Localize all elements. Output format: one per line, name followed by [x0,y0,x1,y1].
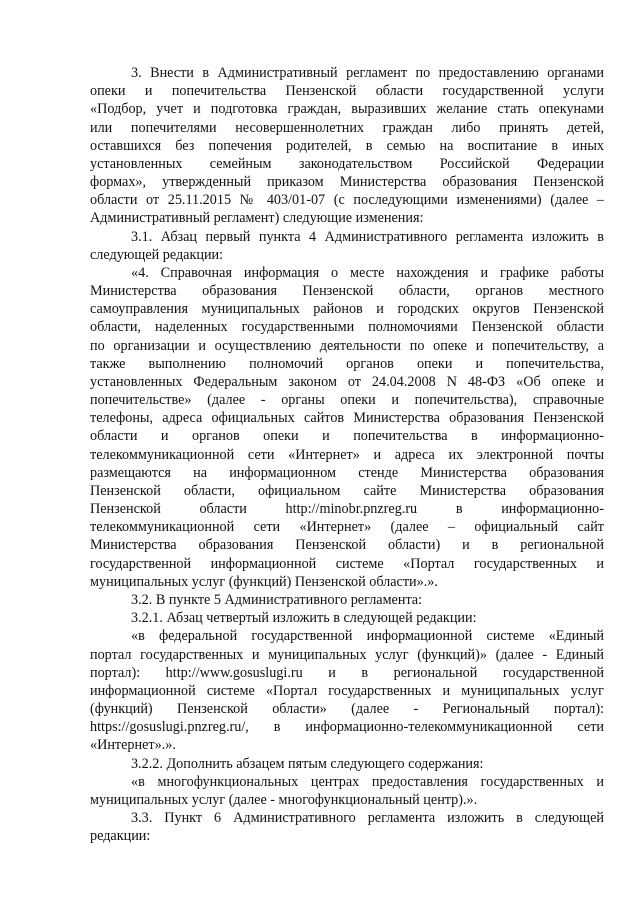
text-line: области, наделенных государственными полномочиями Пензенской области [90,319,604,336]
text-line: 3.2. В пункте 5 Административного регламента: [131,591,423,608]
text-line: попечительстве» (далее - органы опеки и попечительства), справочные [90,392,604,409]
text-line: области от 25.11.2015 № 403/01-07 (с последующими изменениями) (далее – [90,192,604,209]
text-line: формах», утвержденный приказом Министерства образования Пензенской [90,174,604,191]
text-line: муниципальных услуг (функций) Пензенской области».». [90,573,438,590]
text-line: портал): http://www.gosuslugi.ru и в региональной государственной [90,664,604,681]
text-line: информационной системе «Портал государственных и муниципальных услуг [90,682,604,699]
text-line: оставшихся без попечения родителей, в семью на воспитание в иных [90,137,604,154]
text-line: 3.2.2. Дополнить абзацем пятым следующего содержания: [131,755,484,772]
text-line: телекоммуникационной сети «Интернет» (далее – официальный сайт [90,519,604,536]
document-body [90,64,604,845]
text-line: опеки и попечительства Пензенской области государственной услуги [90,83,604,100]
text-line: Пензенской области, официальном сайте Министерства образования [90,482,604,499]
text-line: 3.2.1. Абзац четвертый изложить в следующей редакции: [131,610,477,627]
text-line: Министерства образования Пензенской области, органов местного [90,283,604,300]
text-line: телекоммуникационной сети «Интернет» и адреса их электронной почты [90,446,604,463]
text-line: (функций) Пензенской области» (далее - Региональный портал): [90,701,604,718]
text-line: или попечителями несовершеннолетних граждан либо принять детей, [90,119,604,136]
text-line: «в многофункциональных центрах предоставления государственных и [131,773,604,790]
text-line: 3.3. Пункт 6 Административного регламента изложить в следующей [131,810,604,827]
text-line: также выполнению полномочий органов опеки и попечительства, [90,355,604,372]
text-line: «4. Справочная информация о месте нахождения и графике работы [131,264,604,281]
text-line: Министерства образования Пензенской области) и в региональной [90,537,604,554]
text-line: портал государственных и муниципальных услуг (функций)» (далее - Единый [90,646,604,663]
text-line: редакции: [90,828,151,845]
text-line: телефоны, адреса официальных сайтов Министерства образования Пензенской [90,410,604,427]
text-line: 3. Внести в Административный регламент по предоставлению органами [131,65,604,81]
text-line: муниципальных услуг (далее - многофункциональный центр).». [90,791,478,808]
text-line: Пензенской области http://minobr.pnzreg.ru в информационно- [90,501,604,518]
text-line: размещаются на информационном стенде Министерства образования [90,464,604,481]
text-line: установленных Федеральным законом от 24.04.2008 N 48-ФЗ «Об опеке и [90,373,604,390]
text-line: «Интернет».». [90,737,176,754]
text-line: https://gosuslugi.pnzreg.ru/, в информационно-телекоммуникационной сети [90,719,604,736]
text-line: 3.1. Абзац первый пункта 4 Административного регламента изложить в [131,228,604,245]
text-line: «Подбор, учет и подготовка граждан, выразивших желание стать опекунами [90,101,604,118]
text-line: «в федеральной государственной информационной системе «Единый [131,628,604,645]
text-line: государственной информационной системе «Портал государственных и [90,555,604,572]
text-line: по организации и осуществлению деятельности по опеке и попечительству, а [90,337,604,354]
text-line: области и органов опеки и попечительства в информационно- [90,428,604,445]
text-line: Административный регламент) следующие изменения: [90,210,424,227]
text-line: следующей редакции: [90,246,224,263]
text-line: установленных семейным законодательством Российской Федерации [90,155,604,172]
text-line: самоуправления муниципальных районов и городских округов Пензенской [90,301,604,318]
